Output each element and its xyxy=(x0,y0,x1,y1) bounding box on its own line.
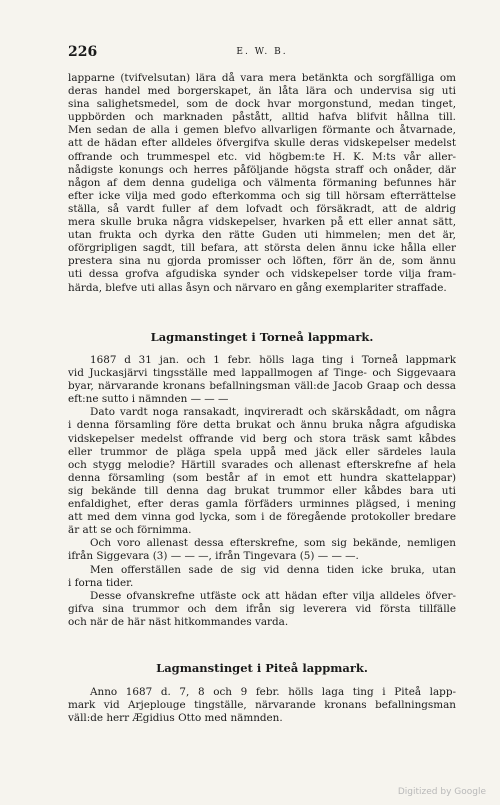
text-line: sig bekände till denna dag brukat trummor eller kåbdes bara uti xyxy=(68,484,456,497)
text-line: i forna tider. xyxy=(68,576,134,589)
text-line: efter icke vilja med godo efterkomma och sig till hörsam efterrättelse xyxy=(68,189,456,202)
digitization-watermark: Digitized by Google xyxy=(397,787,486,797)
text-line: deras handel med borgerskapet, än låta lära och undervisa sig uti xyxy=(68,85,456,98)
text-line: enfaldighet, efter deras gamla förfäders urminnes plägsed, i mening xyxy=(68,498,456,511)
text-line: att de hädan efter alldeles öfvergifva skulle deras vidskepelser medelst xyxy=(68,137,456,150)
text-line: i denna församling före detta brukat och ännu bruka några afgudiska xyxy=(68,419,456,432)
text-line: ifrån Siggevara (3) — — —, ifrån Tingevara (5) — — —. xyxy=(68,550,359,563)
text-line: ställa, så vardt fuller af dem lofvadt och försäkradt, att de aldrig xyxy=(68,202,456,215)
text-line: sina salighetsmedel, som de dock hvar morgonstund, medan tinget, xyxy=(68,98,456,111)
section-heading-tornea: Lagmanstinget i Torneå lappmark. xyxy=(150,330,374,344)
text-line: Och voro allenast dessa efterskrefne, som sig bekände, nemligen xyxy=(90,537,456,550)
text-line: nådigste konungs och herres påföljande högsta straff och onåder, där xyxy=(68,163,456,176)
paragraph-block-1 xyxy=(68,72,456,295)
text-line: och stygg melodie? Härtill svarades och allenast efterskrefne af hela xyxy=(68,458,456,471)
text-line: byar, närvarande kronans befallningsman väll:de Jacob Graap och dessa xyxy=(68,380,456,393)
text-line: denna församling (som består af in emot ett hundra skattelappar) xyxy=(68,471,456,484)
text-line: mera skulle bruka några vidskepelser, hvarken på ett eller annat sätt, xyxy=(68,216,456,229)
text-line: vidskepelser medelst offrande vid berg och stora träsk samt kåbdes xyxy=(68,432,456,445)
text-line: väll:de herr Ægidius Otto med nämnden. xyxy=(68,712,283,725)
text-line: uti dessa grofva afgudiska synder och vidskepelser torde vilja fram- xyxy=(68,268,456,281)
running-title: E. W. B. xyxy=(236,47,288,57)
text-line: vid Juckasjärvi tingsställe med lappallmogen af Tinge- och Siggevaara xyxy=(68,367,456,380)
text-line: Men sedan de alla i gemen blefvo allvarligen förmante och åtvarnade, xyxy=(68,124,456,137)
section-heading-pitea: Lagmanstinget i Piteå lappmark. xyxy=(156,661,368,675)
text-line: Anno 1687 d. 7, 8 och 9 febr. hölls laga ting i Piteå lapp- xyxy=(90,686,456,698)
paragraph-block-3 xyxy=(68,686,456,725)
text-line: att med dem vinna god lycka, som i de föregående protokoller bredare xyxy=(68,511,456,524)
text-line: uppbörden och marknaden påstått, alltid hafva blifvit hållna till. xyxy=(68,111,456,124)
text-line: är att se och förnimma. xyxy=(68,524,192,537)
text-line: någon af dem denna gudeliga och välmenta förmaning befunnes här xyxy=(68,176,456,189)
text-line: och när de här näst hitkommandes varda. xyxy=(68,615,289,628)
text-line: Dato vardt noga ransakadt, inqvireradt och skärskådadt, om några xyxy=(90,406,456,419)
text-line: oförgripligen sagdt, till befara, att största delen ännu icke hålla eller xyxy=(68,242,456,255)
text-line: Men offerställen sade de sig vid denna tiden icke bruka, utan xyxy=(90,563,456,576)
text-line: 1687 d 31 jan. och 1 febr. hölls laga ting i Torneå lappmark xyxy=(90,354,456,366)
text-line: lapparne (tvifvelsutan) lära då vara mera betänkta och sorgfälliga om xyxy=(68,72,456,84)
text-line: gifva sina trummor och dem ifrån sig leverera vid första tillfälle xyxy=(68,602,456,615)
text-line: utan frukta och dyrka den rätte Guden uti himmelen; men det är, xyxy=(68,229,456,242)
text-line: prestera sina nu gjorda promisser och löften, förr än de, som ännu xyxy=(68,255,456,268)
text-line: mark vid Arjeplouge tingställe, närvarande kronans befallningsman xyxy=(68,699,456,712)
page-header xyxy=(68,44,456,62)
text-line: offrande och trummespel etc. vid högbem:te H. K. M:ts vår aller- xyxy=(68,150,456,163)
page-number: 226 xyxy=(68,44,98,60)
paragraph-block-2 xyxy=(68,354,456,629)
text-line: eller trummor de pläga spela uppå med jäck eller särdeles laula xyxy=(68,445,456,458)
text-line: eft:ne sutto i nämnden — — — xyxy=(68,393,229,406)
text-line: Desse ofvanskrefne utfäste ock att hädan efter vilja alldeles öfver- xyxy=(90,589,456,602)
text-line: härda, blefve uti allas åsyn och närvaro en gång exemplariter straffade. xyxy=(68,281,447,294)
